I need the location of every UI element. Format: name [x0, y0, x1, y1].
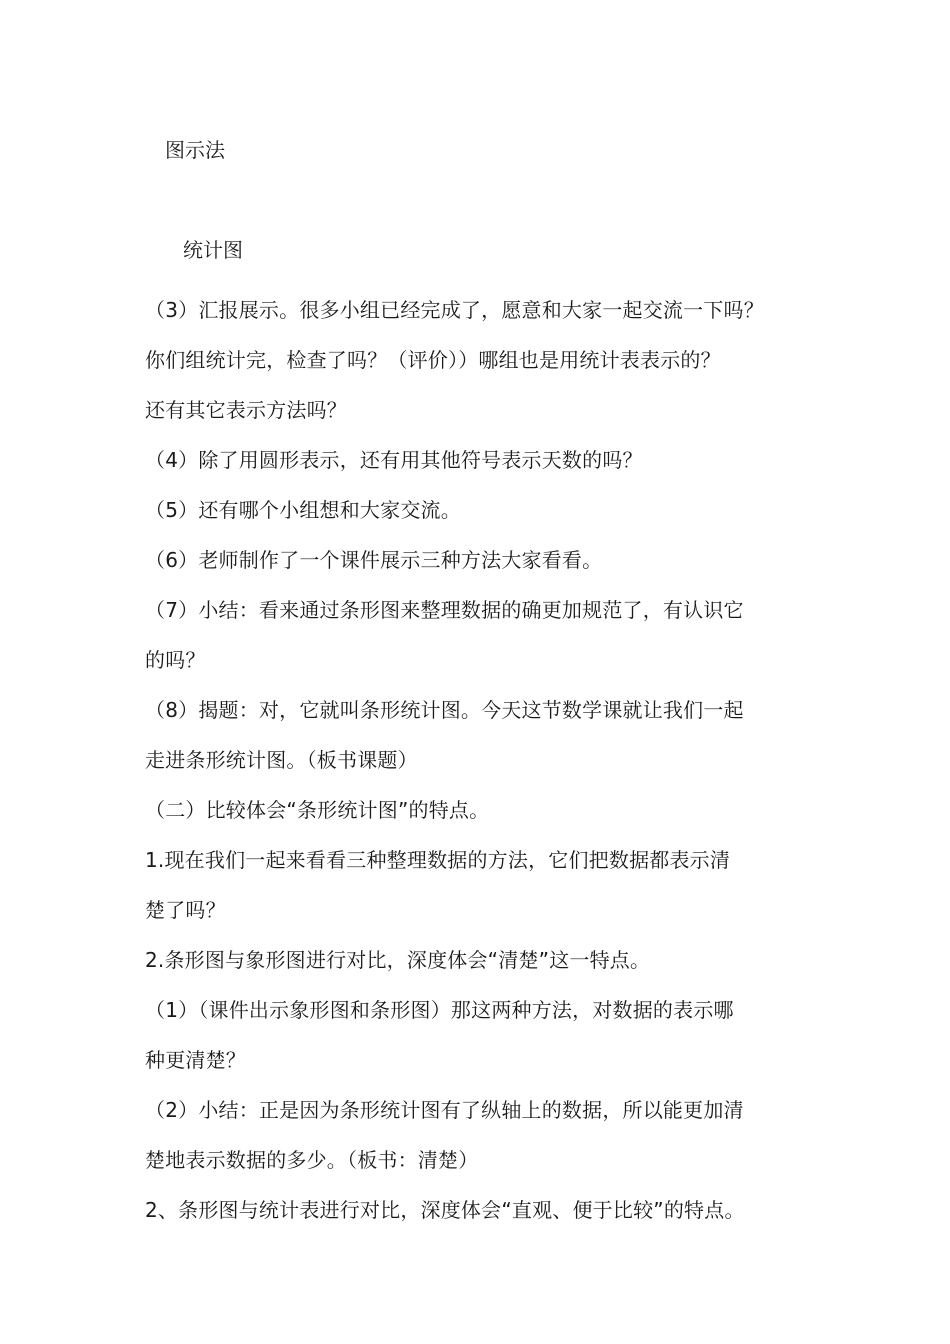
text-line: （5）还有哪个小组想和大家交流。 — [145, 498, 461, 522]
text-line: 楚了吗？ — [145, 898, 226, 922]
text-line: 还有其它表示方法吗？ — [145, 398, 347, 422]
text-line: 你们组统计完，检查了吗？（评价））哪组也是用统计表表示的？ — [145, 348, 721, 372]
text-line: 2.条形图与象形图进行对比，深度体会“清楚”这一特点。 — [145, 948, 651, 972]
statistics-chart-label: 统计图 — [183, 238, 243, 262]
text-line: 2、条形图与统计表进行对比，深度体会“直观、便于比较”的特点。 — [145, 1198, 745, 1222]
text-line: （2）小结：正是因为条形统计图有了纵轴上的数据，所以能更加清 — [145, 1098, 744, 1122]
text-line: 1.现在我们一起来看看三种整理数据的方法，它们把数据都表示清 — [145, 848, 731, 872]
text-line: 楚地表示数据的多少。（板书：清楚） — [145, 1148, 479, 1172]
diagram-method-label: 图示法 — [165, 138, 225, 162]
text-line: 走进条形统计图。（板书课题） — [145, 748, 418, 772]
section-heading: （二）比较体会“条形统计图”的特点。 — [145, 798, 490, 822]
text-line: （6）老师制作了一个课件展示三种方法大家看看。 — [145, 548, 603, 572]
text-line: （4）除了用圆形表示，还有用其他符号表示天数的吗？ — [145, 448, 643, 472]
text-line: （1）（课件出示象形图和条形图）那这两种方法，对数据的表示哪 — [145, 998, 734, 1022]
text-line: （3）汇报展示。很多小组已经完成了，愿意和大家一起交流一下吗？ — [145, 298, 764, 322]
text-line: （7）小结：看来通过条形图来整理数据的确更加规范了，有认识它 — [145, 598, 744, 622]
text-line: 的吗？ — [145, 648, 206, 672]
text-line: 种更清楚？ — [145, 1048, 246, 1072]
text-line: （8）揭题：对，它就叫条形统计图。今天这节数学课就让我们一起 — [145, 698, 744, 722]
lesson-body-text — [145, 285, 835, 1235]
